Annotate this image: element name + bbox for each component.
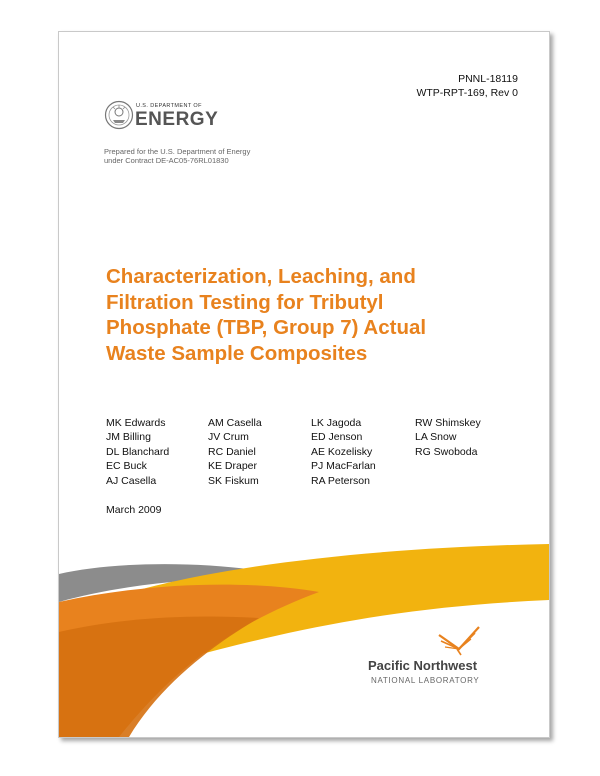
author-name: AM Casella (208, 417, 262, 429)
author-name: AE Kozelisky (311, 445, 373, 458)
author-name: AJ Casella (106, 474, 157, 487)
author-name: LK Jagoda (311, 417, 362, 429)
author-name: RC Daniel (208, 445, 256, 458)
prepared-line-1: Prepared for the U.S. Department of Energy (104, 147, 251, 156)
title-line-3: Phosphate (TBP, Group 7) Actual (106, 316, 427, 339)
author-column-3 (311, 416, 376, 488)
swoosh-dark-orange-band (59, 617, 259, 737)
doe-logo (104, 100, 244, 134)
doe-seal-icon (104, 100, 134, 130)
author-name: ED Jenson (311, 431, 363, 444)
author-name: JV Crum (208, 431, 249, 444)
author-name: LA Snow (415, 431, 457, 444)
author-name: KE Draper (208, 460, 258, 473)
author-name: PJ MacFarlan (311, 460, 376, 473)
author-name: DL Blanchard (106, 445, 170, 458)
author-name: RW Shimskey (415, 417, 481, 429)
author-name: MK Edwards (106, 417, 166, 429)
publication-date: March 2009 (106, 504, 162, 516)
report-title (106, 264, 506, 366)
author-column-1 (106, 416, 169, 488)
pnnl-name: Pacific Northwest (368, 658, 478, 673)
author-name: SK Fiskum (208, 474, 259, 487)
doe-department-label: U.S. DEPARTMENT OF (136, 103, 202, 109)
report-cover-page (58, 31, 550, 738)
wtp-report-number: WTP-RPT-169, Rev 0 (416, 87, 518, 99)
prepared-for-statement (104, 147, 250, 165)
report-identifiers (416, 72, 518, 100)
author-name: RG Swoboda (415, 445, 478, 458)
prepared-line-2: under Contract DE-AC05-76RL01830 (104, 156, 229, 165)
title-line-1: Characterization, Leaching, and (106, 265, 416, 288)
author-name: JM Billing (106, 431, 151, 444)
pnnl-lab-label: NATIONAL LABORATORY (371, 676, 480, 685)
title-line-4: Waste Sample Composites (106, 341, 368, 365)
author-name: EC Buck (106, 460, 147, 473)
pnnl-logo-mark-icon (437, 625, 481, 657)
title-line-2: Filtration Testing for Tributyl (106, 290, 384, 314)
report-number: PNNL-18119 (458, 73, 518, 85)
doe-energy-wordmark: ENERGY (135, 109, 219, 130)
author-column-4 (415, 416, 481, 459)
author-name: RA Peterson (311, 474, 370, 487)
author-column-2 (208, 416, 262, 488)
